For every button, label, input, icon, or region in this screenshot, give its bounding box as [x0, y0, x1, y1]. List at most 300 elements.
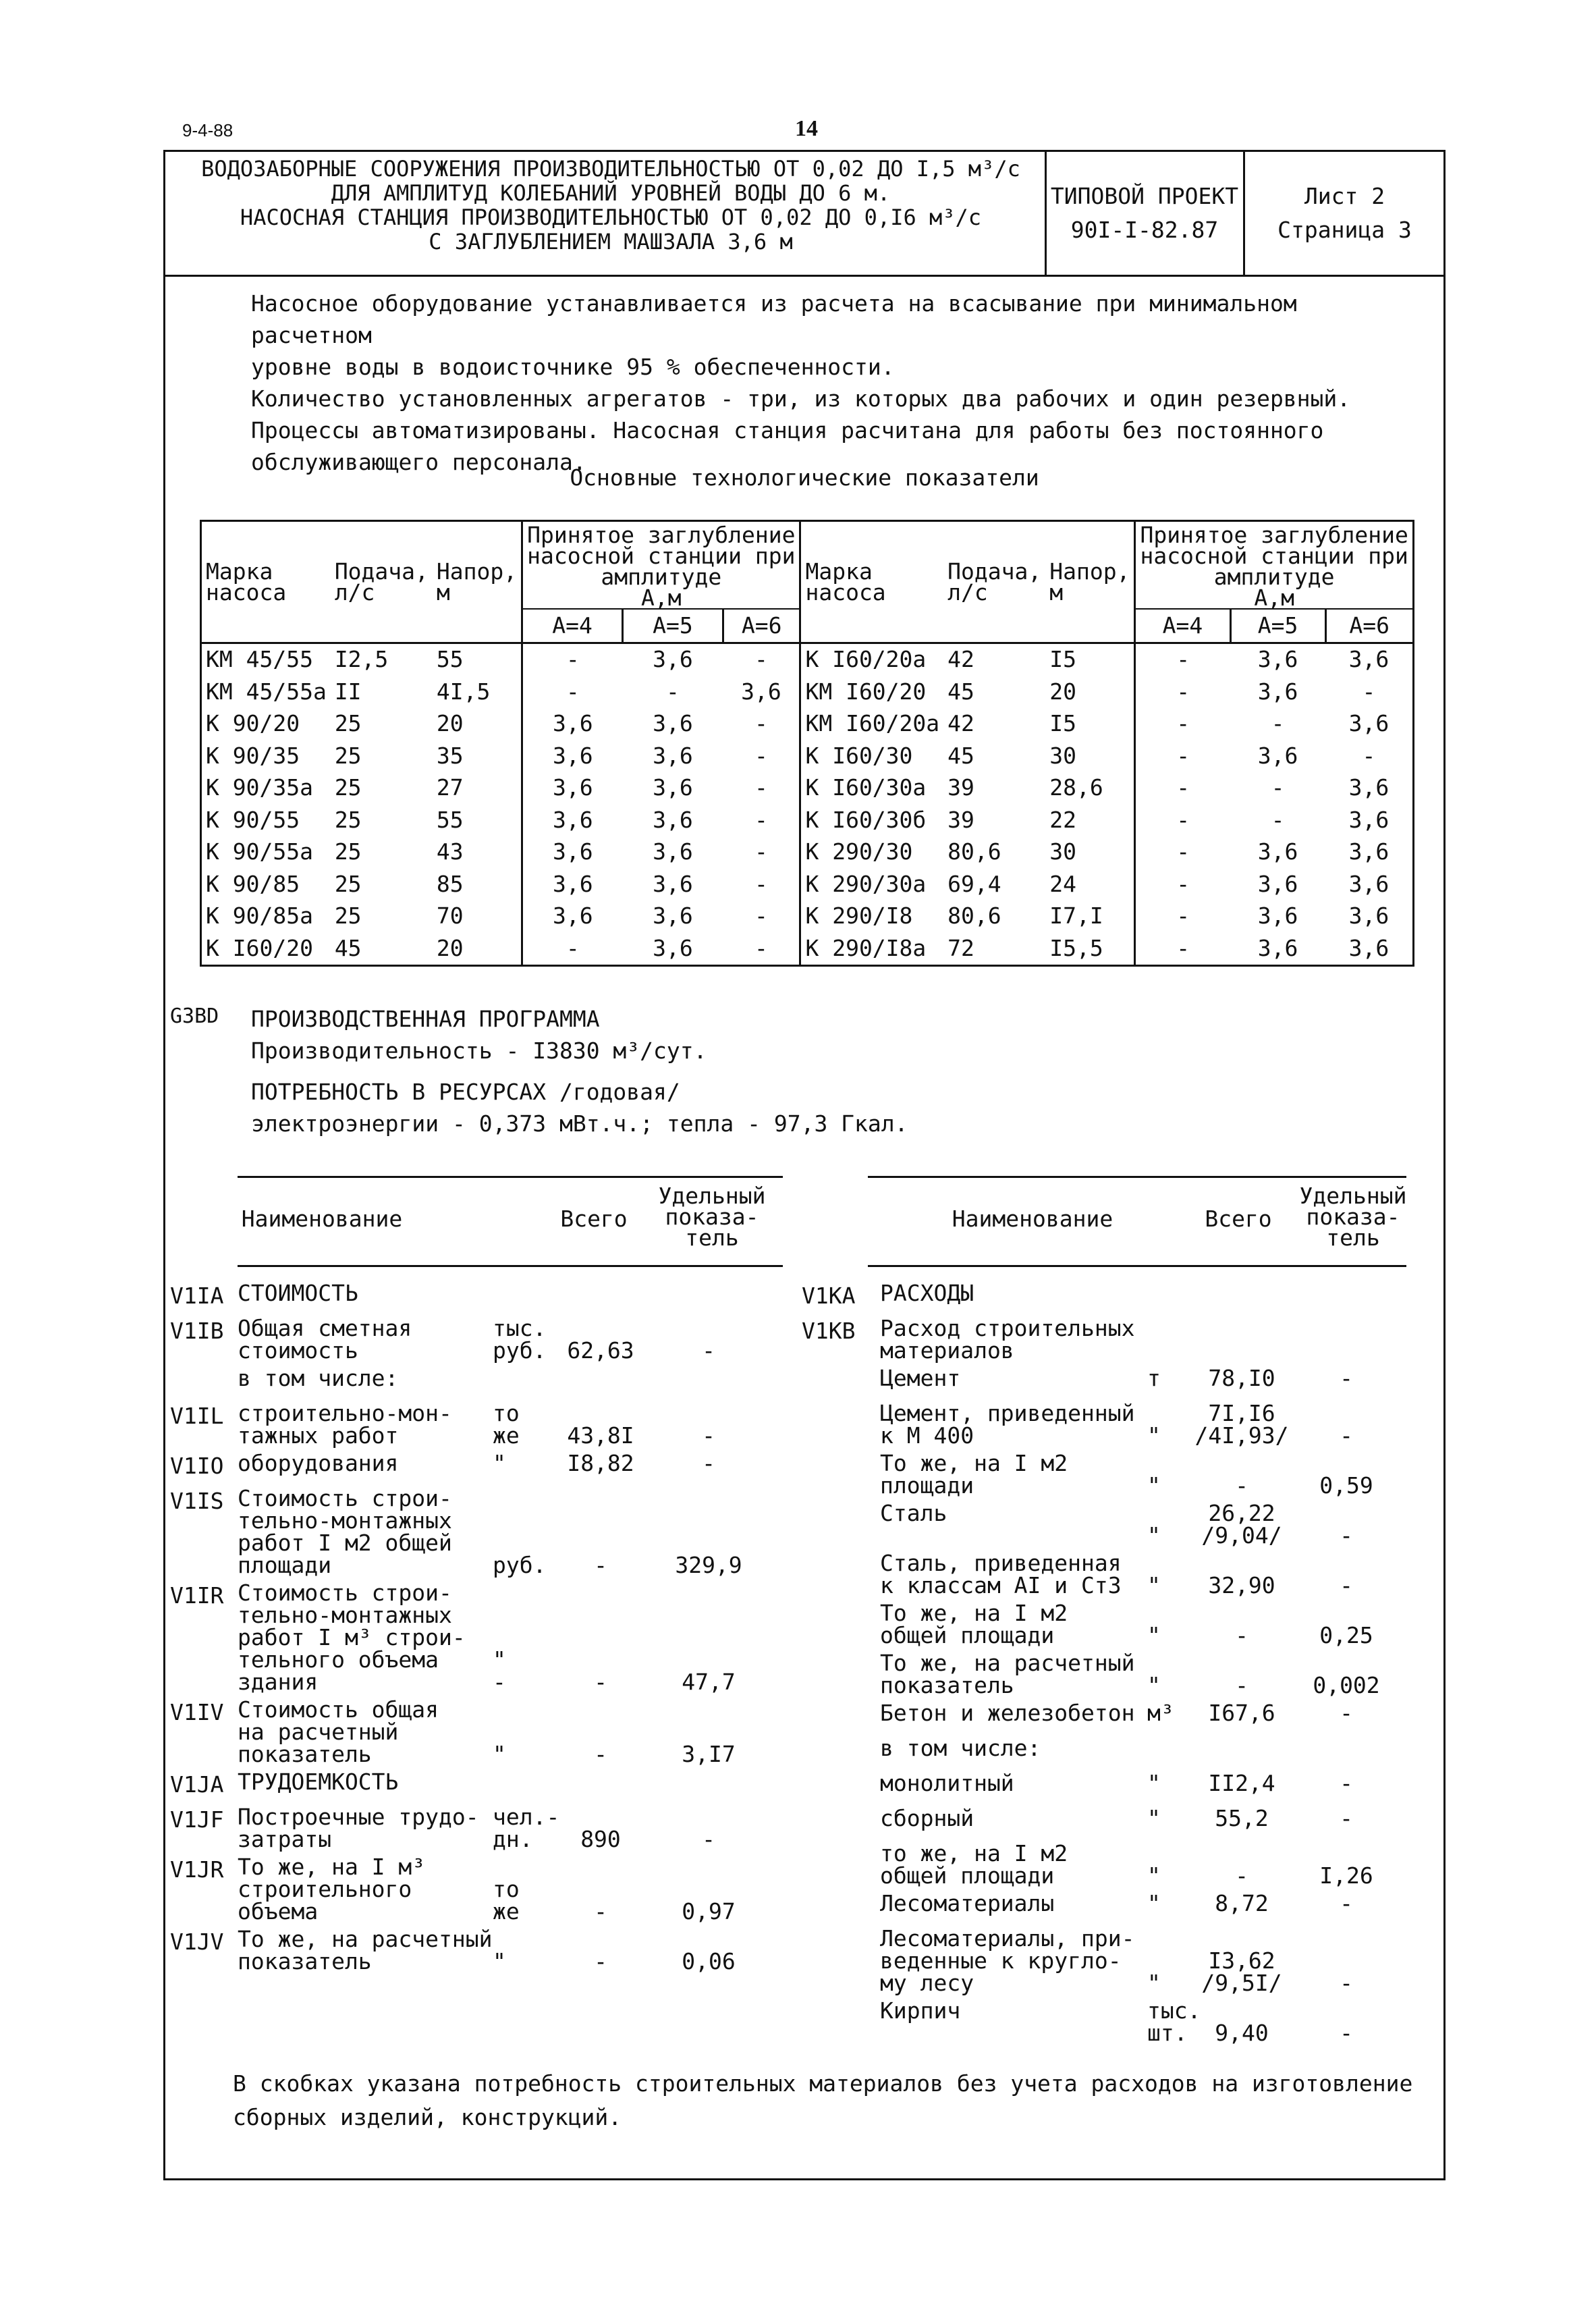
table-cell: 3,6 — [653, 742, 693, 769]
table-cell: 20 — [436, 934, 464, 961]
row-name: к М 400 — [880, 1422, 974, 1449]
row-name: работ I м2 общей — [238, 1530, 452, 1556]
table-cell: I7,I — [1049, 903, 1103, 930]
table-cell: 30 — [1049, 742, 1076, 769]
row-total: - — [1235, 1672, 1248, 1698]
sheet-number: Лист 2 — [1304, 183, 1385, 209]
table-cell: 3,6 — [1257, 870, 1298, 897]
table-cell: - — [723, 868, 800, 900]
table-cell: 3,6 — [1348, 903, 1389, 930]
row-name: веденные к кругло- — [880, 1947, 1122, 1974]
pump-table-header — [201, 521, 1414, 610]
row-unit: же — [493, 1898, 520, 1925]
sheet-cell — [1245, 180, 1444, 247]
table-cell: - — [723, 900, 800, 933]
table-cell: К 90/35 — [206, 742, 300, 769]
title-line: ВОДОЗАБОРНЫЕ СООРУЖЕНИЯ ПРОИЗВОДИТЕЛЬНОСТЬЮ ОТ 0,02 ДО I,5 м³/с — [201, 156, 1020, 182]
table-row — [201, 740, 1414, 772]
table-cell: 70 — [436, 903, 464, 930]
table-cell: I5 — [1049, 646, 1076, 673]
row-unit: " — [1147, 1572, 1161, 1598]
table-cell: К 290/30 — [800, 836, 943, 869]
table-cell: II — [334, 678, 362, 705]
table-cell: 3,6 — [653, 710, 693, 737]
row-total: - — [594, 1669, 607, 1695]
col-a6: А=6 — [723, 609, 800, 643]
table-cell: 3,6 — [1257, 678, 1298, 705]
rule — [238, 1265, 783, 1267]
list-item — [0, 1699, 1596, 1738]
row-unit: " — [493, 1450, 506, 1476]
table-cell: 3,6 — [1257, 903, 1298, 930]
table-cell: 3,6 — [522, 868, 623, 900]
table-cell: - — [1135, 643, 1230, 676]
table-cell: - — [723, 643, 800, 676]
table-cell: 3,6 — [1257, 646, 1298, 673]
table-cell: 27 — [436, 774, 464, 801]
row-name: Сталь — [880, 1500, 947, 1526]
row-specific: 0,06 — [682, 1948, 736, 1974]
row-unit: " — [1147, 1770, 1161, 1796]
row-specific: 0,25 — [1319, 1622, 1373, 1648]
row-specific: - — [1340, 1770, 1353, 1796]
row-name: строительно-мон- — [238, 1400, 452, 1426]
row-code: V1IB — [170, 1318, 224, 1344]
row-name: Сталь, приведенная — [880, 1550, 1122, 1576]
col-depth: А,м — [640, 585, 682, 611]
row-code: V1IR — [170, 1582, 224, 1609]
project-label: ТИПОВОЙ ПРОЕКТ — [1050, 183, 1239, 209]
table-cell: 3,6 — [1348, 646, 1389, 673]
row-unit: чел.- — [493, 1804, 560, 1830]
row-total: - — [1235, 1622, 1248, 1648]
intro-line: Количество установленных агрегатов - три, из которых два рабочих и один резервный. — [251, 385, 1351, 412]
list-item — [0, 1890, 1596, 1928]
table-cell: 20 — [436, 710, 464, 737]
row-name: показатель — [238, 1741, 372, 1767]
row-total: 62,63 — [567, 1337, 634, 1364]
col-mark: насоса — [805, 578, 886, 606]
row-name: СТОИМОСТЬ — [238, 1280, 358, 1306]
col-depth: Принятое заглубление — [1140, 522, 1408, 548]
table-cell: 25 — [334, 774, 362, 801]
table-cell: 3,6 — [1257, 934, 1298, 961]
rule — [868, 1265, 1406, 1267]
title-line: С ЗАГЛУБЛЕНИЕМ МАШЗАЛА 3,6 м — [429, 229, 793, 254]
row-specific: 0,59 — [1319, 1472, 1373, 1499]
title-line: ДЛЯ АМПЛИТУД КОЛЕБАНИЙ УРОВНЕЙ ВОДЫ ДО 6 м. — [331, 180, 891, 206]
spec-line: Удельный — [658, 1183, 766, 1209]
section-code: G3BD — [170, 1004, 219, 1028]
row-code: V1JA — [170, 1771, 224, 1798]
table-cell: 25 — [334, 903, 362, 930]
needs-title: ПОТРЕБНОСТЬ В РЕСУРСАХ /годовая/ — [251, 1079, 680, 1105]
table-cell: - — [522, 676, 623, 708]
row-unit: то — [493, 1400, 520, 1426]
col-depth: амплитуде — [1213, 564, 1335, 590]
table-cell: К I60/20а — [800, 643, 943, 676]
row-total: - — [594, 1948, 607, 1974]
table-cell: - — [1135, 900, 1230, 933]
table-cell: 45 — [947, 678, 974, 705]
row-name: РАСХОДЫ — [880, 1280, 974, 1306]
table-cell: 20 — [1049, 678, 1076, 705]
row-unit: дн. — [493, 1826, 533, 1852]
row-code: V1JR — [170, 1856, 224, 1883]
col-depth: амплитуде — [601, 564, 722, 590]
table-title: Основные технологические показатели — [570, 464, 1039, 491]
table-cell: 69,4 — [947, 870, 1001, 897]
footnote — [233, 2067, 1412, 2134]
row-total: - — [594, 1898, 607, 1925]
row-name: работ I м³ строи- — [238, 1624, 466, 1650]
row-specific: - — [1340, 1700, 1353, 1726]
row-specific: 0,002 — [1313, 1672, 1380, 1698]
document-code: 9-4-88 — [182, 120, 233, 140]
spec-line: Удельный — [1299, 1183, 1407, 1209]
row-name: тельно-монтажных — [238, 1602, 452, 1628]
table-cell: 42 — [947, 646, 974, 673]
table-cell: - — [1135, 804, 1230, 836]
row-total: 32,90 — [1208, 1572, 1275, 1598]
pump-table — [200, 520, 1414, 967]
table-cell: - — [1135, 708, 1230, 741]
list-item — [0, 1280, 1596, 1318]
right-col-name: Наименование — [952, 1206, 1113, 1232]
table-cell: 25 — [334, 870, 362, 897]
table-cell: - — [723, 804, 800, 836]
row-name: То же, на расчетный — [880, 1650, 1135, 1676]
row-specific: - — [1340, 1422, 1353, 1449]
table-row — [201, 676, 1414, 708]
right-col-specific — [1296, 1183, 1410, 1251]
row-name: тельного объема — [238, 1646, 439, 1673]
table-cell: I2,5 — [334, 646, 389, 673]
row-unit: тыс. — [493, 1315, 547, 1341]
list-item — [0, 1769, 1596, 1808]
table-cell: КМ 45/55а — [206, 678, 327, 705]
table-cell: К 90/85 — [206, 870, 300, 897]
row-name: Стоимость строи- — [238, 1485, 452, 1511]
table-cell: - — [522, 932, 623, 965]
title-line: НАСОСНАЯ СТАНЦИЯ ПРОИЗВОДИТЕЛЬНОСТЬЮ ОТ 0,02 ДО 0,I6 м³/с — [240, 205, 982, 230]
col-mark: Марка — [206, 558, 273, 585]
table-cell: К 290/I8 — [800, 900, 943, 933]
left-col-total: Всего — [560, 1206, 628, 1232]
table-cell: 72 — [947, 934, 974, 961]
project-cell — [1047, 180, 1242, 247]
row-total: II2,4 — [1208, 1770, 1275, 1796]
row-total: I8,82 — [567, 1450, 634, 1476]
footnote-line: В скобках указана потребность строительных материалов без учета расходов на изготовление — [233, 2070, 1413, 2097]
table-cell: 25 — [334, 742, 362, 769]
row-specific: - — [1340, 1365, 1353, 1391]
table-cell: К I60/30а — [800, 772, 943, 805]
table-cell: 3,6 — [653, 903, 693, 930]
row-name: в том числе: — [238, 1365, 399, 1391]
list-item — [0, 1735, 1596, 1773]
row-specific: 3,I7 — [682, 1741, 736, 1767]
row-unit: руб. — [493, 1552, 547, 1578]
table-cell: К 290/30а — [800, 868, 943, 900]
row-code: V1IL — [170, 1403, 224, 1429]
row-total-adjusted: /9,5I/ — [1201, 1970, 1282, 1996]
row-total: 78,I0 — [1208, 1365, 1275, 1391]
row-specific: - — [1340, 1572, 1353, 1598]
table-cell: - — [1271, 774, 1285, 801]
row-code: V1KB — [802, 1318, 856, 1344]
row-specific: - — [1340, 1890, 1353, 1916]
row-specific: - — [1340, 1522, 1353, 1549]
row-unit: руб. — [493, 1337, 547, 1364]
table-cell: 3,6 — [1348, 774, 1389, 801]
row-total: 9,40 — [1215, 2020, 1269, 2046]
row-unit: шт. — [1147, 2020, 1188, 2046]
table-cell: 3,6 — [723, 676, 800, 708]
row-unit: " — [1147, 1862, 1161, 1889]
list-item — [0, 1400, 1596, 1453]
footnote-line: сборных изделий, конструкций. — [233, 2104, 622, 2130]
row-name: Лесоматериалы, при- — [880, 1925, 1135, 1952]
row-unit: то — [493, 1876, 520, 1902]
table-cell: 25 — [334, 710, 362, 737]
page-label: Страница 3 — [1277, 217, 1412, 243]
col-head: м — [436, 578, 450, 606]
col-flow: л/с — [334, 578, 375, 606]
row-name: оборудования — [238, 1450, 399, 1476]
col-depth: насосной станции при — [527, 543, 796, 569]
row-unit: " — [1147, 1970, 1161, 1996]
col-depth: А,м — [1254, 585, 1294, 611]
table-cell: 28,6 — [1049, 774, 1103, 801]
list-item — [0, 1997, 1596, 2050]
row-name: общей площади — [880, 1862, 1055, 1889]
row-unit: " — [1147, 1890, 1161, 1916]
row-code: V1JF — [170, 1806, 224, 1833]
project-number: 90I-I-82.87 — [1070, 217, 1219, 243]
table-cell: - — [723, 772, 800, 805]
list-item — [0, 1600, 1596, 1652]
production-capacity: Производительность - I3830 м³/сут. — [251, 1038, 707, 1064]
left-col-name: Наименование — [241, 1206, 403, 1232]
table-cell: 3,6 — [653, 870, 693, 897]
row-specific: 0,97 — [682, 1898, 736, 1925]
row-name: площади — [880, 1472, 974, 1499]
table-cell: I5 — [1049, 710, 1076, 737]
table-row — [201, 932, 1414, 965]
row-specific: - — [1340, 1970, 1353, 1996]
production-title: ПРОИЗВОДСТВЕННАЯ ПРОГРАММА — [251, 1006, 600, 1032]
row-total: 7I,I6 — [1208, 1400, 1275, 1426]
table-cell: - — [1271, 806, 1285, 833]
row-specific: - — [702, 1337, 715, 1364]
row-name: показатель — [238, 1948, 372, 1974]
col-a5: А=5 — [1230, 609, 1325, 643]
table-cell: - — [1271, 710, 1285, 737]
row-total-adjusted: /4I,93/ — [1194, 1422, 1289, 1449]
row-specific: - — [1340, 2020, 1353, 2046]
row-unit: же — [493, 1422, 520, 1449]
table-cell: К 90/55 — [206, 806, 300, 833]
table-cell: 24 — [1049, 870, 1076, 897]
table-cell: 39 — [947, 774, 974, 801]
row-name: стоимость — [238, 1337, 358, 1364]
row-name: Стоимость общая — [238, 1696, 439, 1723]
row-name: То же, на I м³ — [238, 1854, 426, 1880]
row-name: тельно-монтажных — [238, 1507, 452, 1534]
table-cell: 3,6 — [522, 772, 623, 805]
col-head: Напор, — [1049, 558, 1130, 585]
table-cell: - — [522, 643, 623, 676]
table-cell: 3,6 — [522, 836, 623, 869]
row-total: 8,72 — [1215, 1890, 1269, 1916]
table-cell: 80,6 — [947, 903, 1001, 930]
table-cell: К 90/35а — [206, 774, 313, 801]
table-cell: I5,5 — [1049, 934, 1103, 961]
intro-line: уровне воды в водоисточнике 95 % обеспеченности. — [251, 354, 895, 380]
row-unit: " — [1147, 1422, 1161, 1449]
table-row — [201, 772, 1414, 805]
row-name: на расчетный — [238, 1719, 399, 1745]
spec-line: показа- — [665, 1204, 759, 1230]
table-cell: 55 — [436, 806, 464, 833]
row-code: V1IS — [170, 1488, 224, 1514]
table-cell: - — [723, 740, 800, 772]
row-name: строительного — [238, 1876, 412, 1902]
table-row — [201, 708, 1414, 741]
row-code: V1IA — [170, 1283, 224, 1309]
table-cell: К I60/20 — [206, 934, 313, 961]
col-a4: А=4 — [1135, 609, 1230, 643]
table-cell: 3,6 — [653, 646, 693, 673]
intro-text — [251, 288, 1412, 478]
table-cell: К 90/55а — [206, 838, 313, 865]
table-cell: 85 — [436, 870, 464, 897]
table-cell: 3,6 — [522, 900, 623, 933]
table-cell: - — [1135, 740, 1230, 772]
row-specific: 329,9 — [675, 1552, 742, 1578]
intro-line: Процессы автоматизированы. Насосная станция расчитана для работы без постоянного — [251, 417, 1324, 443]
row-name: общей площади — [880, 1622, 1055, 1648]
table-cell: К 290/I8а — [800, 932, 943, 965]
table-cell: - — [1362, 678, 1376, 705]
table-cell: КМ I60/20 — [800, 676, 943, 708]
row-total: - — [594, 1552, 607, 1578]
row-name: тажных работ — [238, 1422, 399, 1449]
row-name: показатель — [880, 1672, 1014, 1698]
table-cell: - — [666, 678, 680, 705]
production-block — [251, 1003, 908, 1139]
row-total: - — [1235, 1862, 1248, 1889]
table-cell: 35 — [436, 742, 464, 769]
table-cell: К I60/30 — [800, 740, 943, 772]
row-name: объема — [238, 1898, 319, 1925]
col-depth: насосной станции при — [1140, 543, 1408, 569]
row-unit: " — [1147, 1672, 1161, 1698]
row-total: - — [1235, 1472, 1248, 1499]
spec-line: показа- — [1306, 1204, 1400, 1230]
table-cell: 3,6 — [653, 806, 693, 833]
row-specific: - — [702, 1450, 715, 1476]
table-cell: 3,6 — [522, 740, 623, 772]
row-code: V1IO — [170, 1453, 224, 1479]
table-cell: 25 — [334, 806, 362, 833]
table-cell: - — [723, 932, 800, 965]
col-a5: А=5 — [623, 609, 723, 643]
table-cell: 25 — [334, 838, 362, 865]
table-cell: - — [723, 708, 800, 741]
row-name: То же, на I м2 — [880, 1600, 1068, 1626]
table-cell: - — [1135, 836, 1230, 869]
table-cell: 3,6 — [653, 838, 693, 865]
table-cell: 3,6 — [1348, 806, 1389, 833]
row-name: Кирпич — [880, 1997, 961, 2024]
row-specific: - — [702, 1422, 715, 1449]
row-name: му лесу — [880, 1970, 974, 1996]
row-total: 890 — [580, 1826, 621, 1852]
row-unit: - — [493, 1669, 506, 1695]
row-name: площади — [238, 1552, 332, 1578]
row-name: затраты — [238, 1826, 332, 1852]
row-name: то же, на I м2 — [880, 1840, 1068, 1866]
row-name: сборный — [880, 1805, 974, 1831]
row-specific: I,26 — [1319, 1862, 1373, 1889]
col-flow: л/с — [947, 578, 988, 606]
list-item — [0, 1450, 1596, 1503]
list-item — [0, 1550, 1596, 1606]
table-cell: - — [1135, 932, 1230, 965]
table-row — [201, 643, 1414, 676]
row-total: I3,62 — [1208, 1947, 1275, 1974]
row-unit: " — [493, 1741, 506, 1767]
spec-line: тель — [685, 1225, 739, 1251]
row-total: 43,8I — [567, 1422, 634, 1449]
table-row — [201, 900, 1414, 933]
row-specific: 47,7 — [682, 1669, 736, 1695]
table-cell: - — [1135, 772, 1230, 805]
document-title — [182, 157, 1039, 254]
col-flow: Подача, — [947, 558, 1042, 585]
table-cell: 39 — [947, 806, 974, 833]
table-cell: 3,6 — [1257, 742, 1298, 769]
table-cell: К 90/20 — [206, 710, 300, 737]
right-col-total: Всего — [1205, 1206, 1272, 1232]
table-row — [201, 868, 1414, 900]
table-cell: 3,6 — [1348, 934, 1389, 961]
table-cell: 45 — [947, 742, 974, 769]
table-cell: К I60/30б — [800, 804, 943, 836]
table-cell: 3,6 — [1348, 710, 1389, 737]
row-name: ТРУДОЕМКОСТЬ — [238, 1769, 399, 1795]
table-row — [201, 836, 1414, 869]
table-cell: 3,6 — [1348, 870, 1389, 897]
row-name: То же, на I м2 — [880, 1450, 1068, 1476]
row-name: монолитный — [880, 1770, 1014, 1796]
col-mark: Марка — [805, 558, 873, 585]
intro-line: обслуживающего персонала. — [251, 449, 586, 475]
table-cell: 3,6 — [522, 708, 623, 741]
row-unit: " — [493, 1948, 506, 1974]
row-total: I67,6 — [1208, 1700, 1275, 1726]
col-flow: Подача, — [334, 558, 429, 585]
left-col-specific — [641, 1183, 783, 1251]
col-head: м — [1049, 578, 1064, 606]
col-mark: насоса — [206, 578, 287, 606]
row-name: в том числе: — [880, 1735, 1041, 1761]
row-unit: т — [1147, 1365, 1161, 1391]
row-name: Цемент — [880, 1365, 961, 1391]
row-unit: тыс. — [1147, 1997, 1201, 2024]
